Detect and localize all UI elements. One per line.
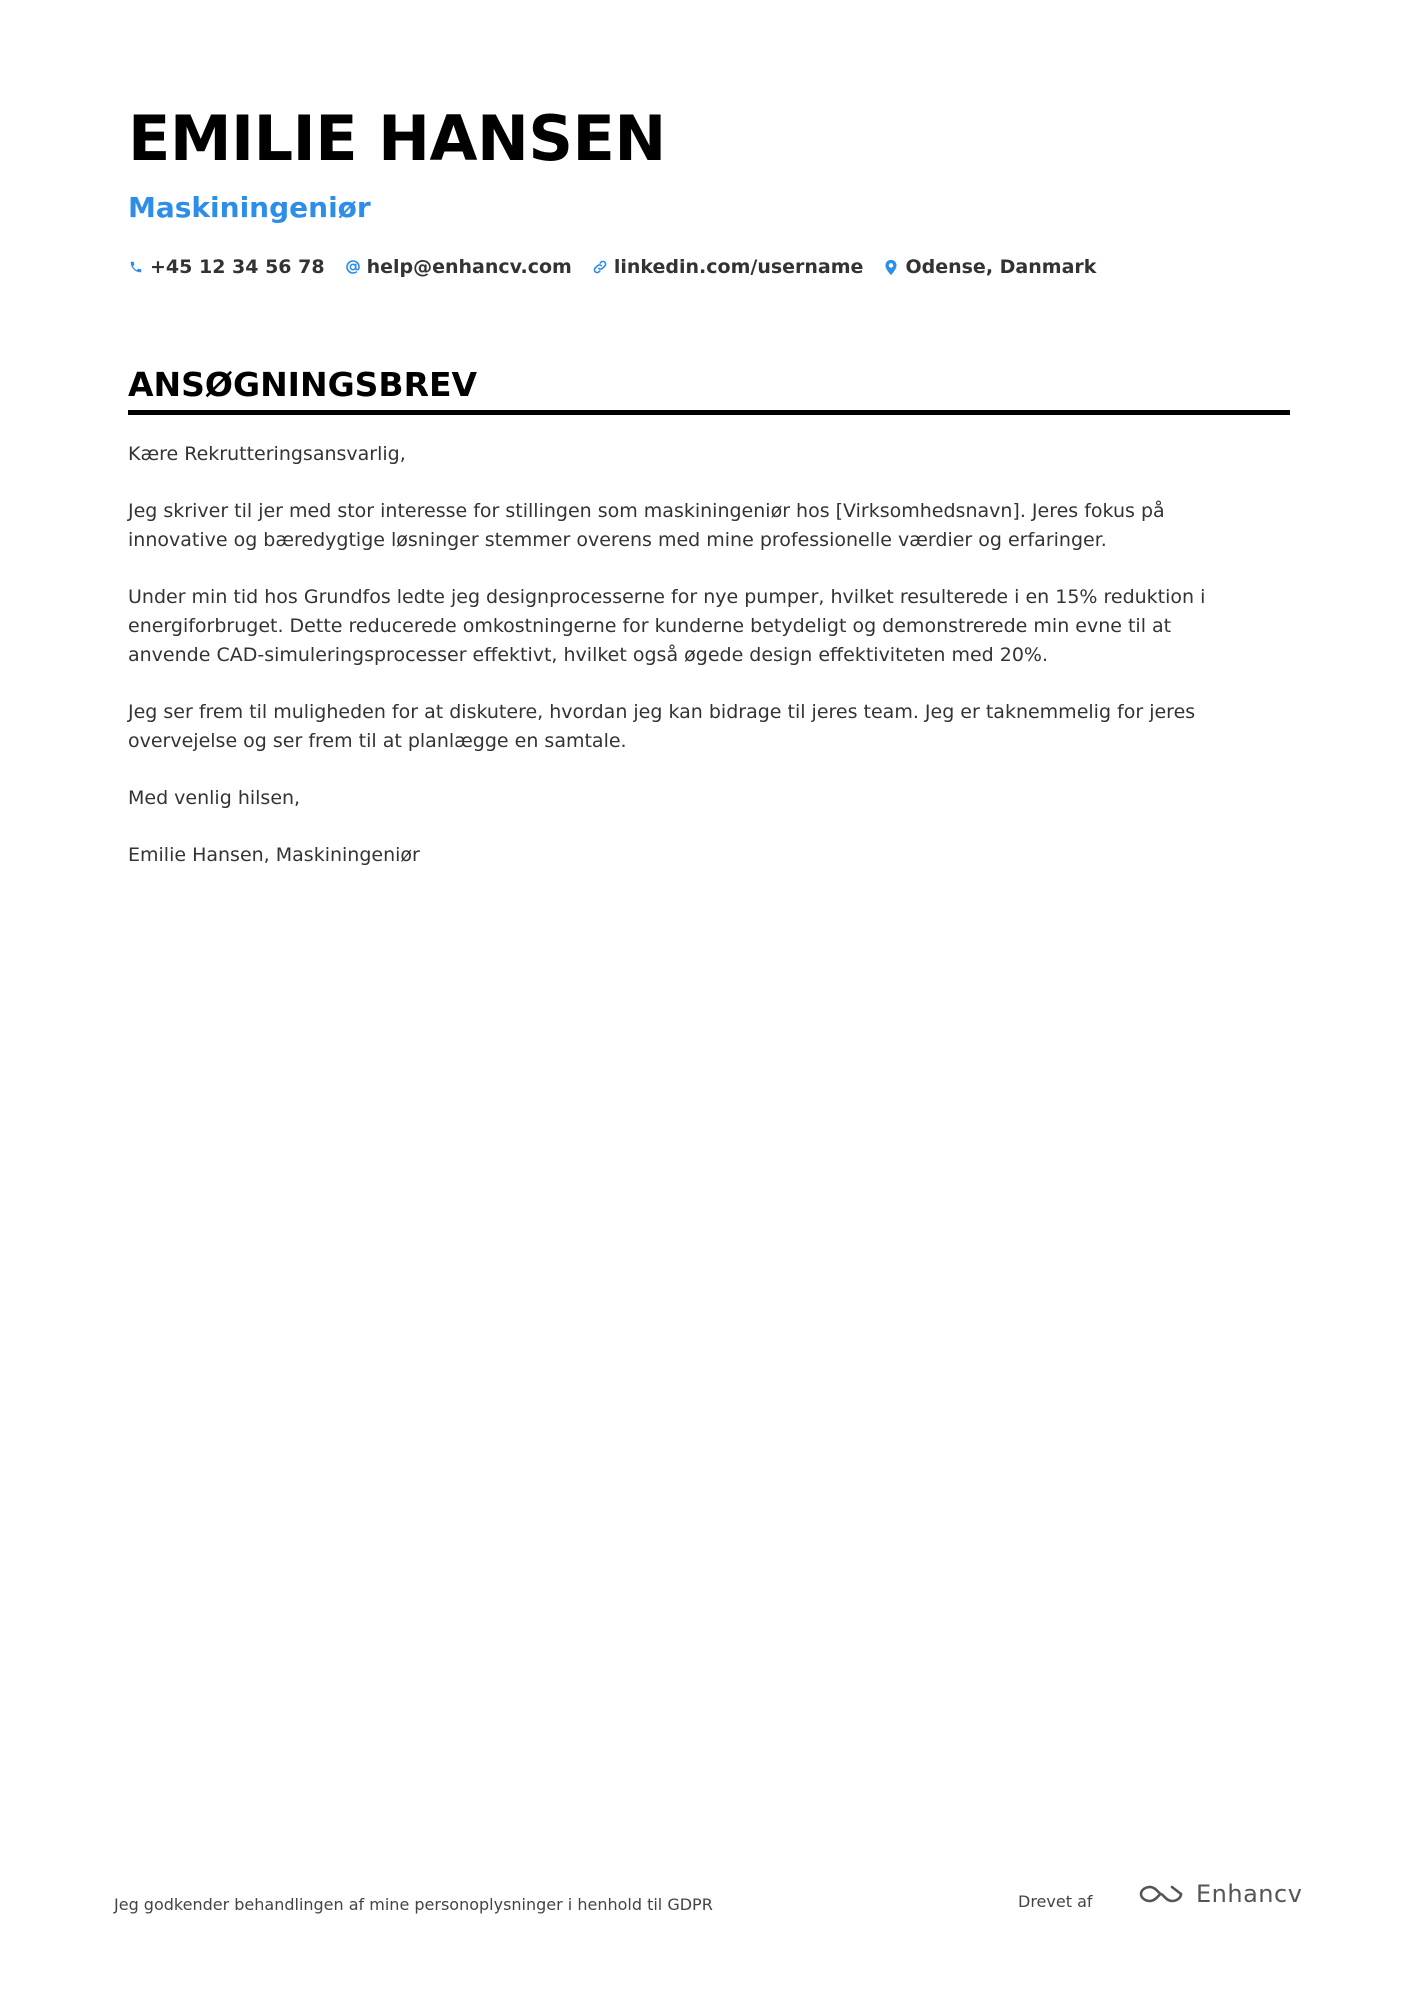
letter-paragraph: Jeg ser frem til muligheden for at diskutere, hvordan jeg kan bidrage til jeres team. Jeg er taknemmelig for jeres overvejelse og ser frem til at planlægge en samtale. xyxy=(128,701,1196,752)
letter-greeting: Kære Rekrutteringsansvarlig, xyxy=(128,443,406,465)
contact-email[interactable] xyxy=(345,256,572,278)
enhancv-brand-name: Enhancv xyxy=(1196,1880,1303,1908)
contact-bar xyxy=(128,256,1116,278)
letter-closing: Med venlig hilsen, xyxy=(128,787,301,809)
phone-icon xyxy=(128,258,144,276)
section-title: ANSØGNINGSBREV xyxy=(128,365,478,404)
applicant-name: EMILIE HANSEN xyxy=(128,102,666,175)
letter-signature: Emilie Hansen, Maskiningeniør xyxy=(128,844,420,866)
letter-body xyxy=(128,440,1258,898)
contact-location xyxy=(883,256,1096,278)
contact-email-text: help@enhancv.com xyxy=(366,256,572,278)
contact-location-text: Odense, Danmark xyxy=(905,256,1097,278)
contact-phone[interactable] xyxy=(128,256,325,278)
contact-phone-text: +45 12 34 56 78 xyxy=(150,256,325,278)
applicant-role: Maskiningeniør xyxy=(128,191,371,224)
powered-by-label: Drevet af xyxy=(1018,1892,1093,1911)
at-icon xyxy=(345,258,361,276)
letter-paragraph: Jeg skriver til jer med stor interesse for stillingen som maskiningeniør hos [Virksomhedsnavn]. Jeres fokus på innovative og bæredygtige løsninger stemmer overens med mine professionelle værdier og erfaringer. xyxy=(128,500,1165,551)
section-divider xyxy=(128,410,1290,415)
enhancv-logo-icon xyxy=(1138,1882,1184,1906)
enhancv-brand[interactable] xyxy=(1138,1880,1302,1908)
contact-linkedin[interactable] xyxy=(592,256,864,278)
location-pin-icon xyxy=(883,258,899,276)
gdpr-consent: Jeg godkender behandlingen af mine personoplysninger i henhold til GDPR xyxy=(114,1895,713,1914)
contact-linkedin-text: linkedin.com/username xyxy=(613,256,864,278)
link-icon xyxy=(592,258,608,276)
letter-paragraph: Under min tid hos Grundfos ledte jeg designprocesserne for nye pumper, hvilket resulterede i en 15% reduktion i energiforbruget. Dette reducerede omkostningerne for kunderne betydeligt og demonstrerede min evne til at anvende CAD-simuleringsprocesser effektivt, hvilket også øgede design effektiviteten med 20%. xyxy=(128,586,1206,666)
